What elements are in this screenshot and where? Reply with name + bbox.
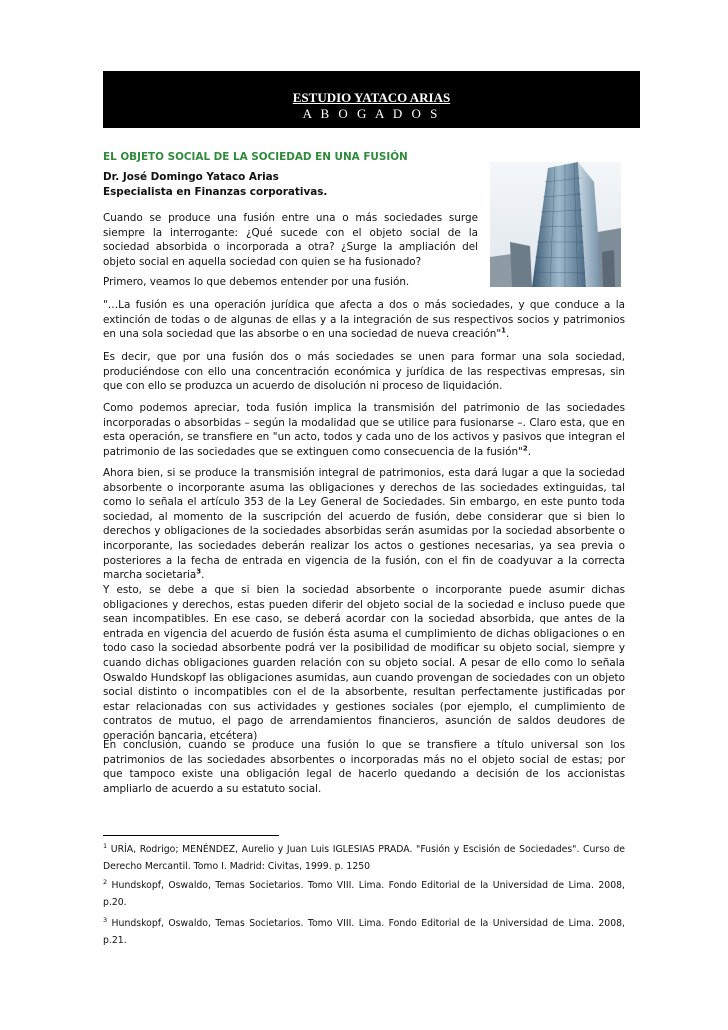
paragraph-4: Es decir, que por una fusión dos o más sociedades se unen para formar una sola sociedad, produciéndose con ello una concentración económica y jurídica de las respectivas empresas, sin que con ello se produzca un acuerdo de disolución ni proceso de liquidación. — [103, 351, 625, 393]
footnote-2-text: Hundskopf, Oswaldo, Temas Societarios. Tomo VIII. Lima. Fondo Editorial de la Universidad de Lima. 2008, p.20. — [103, 880, 625, 908]
footnote-divider — [103, 835, 279, 836]
paragraph-2: Primero, veamos lo que debemos entender por una fusión. — [103, 276, 410, 288]
paragraph-8: En conclusión, cuando se produce una fusión lo que se transfiere a título universal son los patrimonios de las sociedades absorbentes o incorporadas más no el objeto social de estas; por que tampoco existe una obligación legal de hacerlo quedando a decisión de los accionistas ampliarlo de acuerdo a su estatuto social. — [103, 739, 625, 795]
footnote-number-1: 1 — [103, 841, 108, 850]
paragraph-3-text: "…La fusión es una operación jurídica que afecta a dos o más sociedades, y que conduce a la extinción de todas o de algunas de ellas y a la integración de sus respectivos socios y patrimonios en una sola sociedad que las absorbe o en una sociedad de nueva creación" — [103, 299, 625, 341]
author-role: Especialista en Finanzas corporativas. — [103, 185, 328, 198]
author-name: Dr. José Domingo Yataco Arias — [103, 171, 279, 183]
footnote-ref-1: 1 — [501, 326, 507, 335]
paragraph-6-text: Ahora bien, si se produce la transmisión integral de patrimonios, esta dará lugar a que la sociedad absorbente o incorporante asuma las obligaciones y derechos de las sociedades extinguidas, tal como lo señala el artículo 353 de la Ley General de Sociedades. Sin embargo, en este punto toda sociedad, al momento de la suscripción del acuerdo de fusión, debe considerar que si bien lo derechos y obligaciones de la sociedades absorbidas serán asumidas por la sociedad absorbente o incorporante, las sociedades deberán realizar los actos o gestiones necesarias, ya sea previa o posteriores a la fecha de entrada en vigencia de la fusión, con el fin de coadyuvar a la correcta marcha societaria — [103, 467, 625, 582]
footnote-2 — [103, 877, 625, 911]
paragraph-3-end: . — [506, 328, 510, 341]
paragraph-3 — [103, 298, 625, 342]
footnote-number-3: 3 — [103, 915, 108, 924]
paragraph-7: Y esto, se debe a que si bien la sociedad absorbente o incorporante puede asumir dichas obligaciones y derechos, estas pueden diferir del objeto social de la sociedad e incluso puede que sean incompatibles. En ese caso, se deberá acordar con la sociedad absorbida, que antes de la entrada en vigencia del acuerdo de fusión ésta asuma el cumplimiento de dichas obligaciones o en todo caso la sociedad absorbente podrá ver la posibilidad de modificar su objeto social, siempre y cuando dichas obligaciones guarden relación con su objeto social. A pesar de ello como lo señala Oswaldo Hundskopf las obligaciones asumidas, aun cuando provengan de sociedades con un objeto social distinto o incompatibles con el de la absorbente, resultan perfectamente justificadas por estar relacionadas con sus actividades y gestiones sociales (por ejemplo, el cumplimiento de contratos de mutuo, el pago de arrendamientos financieros, asunción de saldos deudores de operación bancaria, etcétera) — [103, 584, 625, 742]
skyscraper-photo — [490, 162, 621, 287]
footnote-1 — [103, 841, 625, 875]
footnote-number-2: 2 — [103, 877, 108, 886]
paragraph-1: Cuando se produce una fusión entre una o más sociedades surge siempre la interrogante: ¿Qué sucede con el objeto social de la sociedad absorbida o incorporada a otra? ¿Surge la ampliación del objeto social en aquella sociedad con quien se ha fusionado? — [103, 212, 478, 268]
author-block — [103, 170, 327, 199]
letterhead-banner — [103, 71, 640, 128]
footnote-3-text: Hundskopf, Oswaldo, Temas Societarios. Tomo VIII. Lima. Fondo Editorial de la Universidad de Lima. 2008, p.21. — [103, 918, 625, 946]
article-heading: EL OBJETO SOCIAL DE LA SOCIEDAD EN UNA FUSIÓN — [103, 151, 408, 163]
footnote-3 — [103, 915, 625, 949]
paragraph-6 — [103, 466, 625, 583]
firm-name: ESTUDIO YATACO ARIAS — [292, 90, 451, 105]
paragraph-5 — [103, 401, 625, 459]
footnote-ref-2: 2 — [522, 444, 528, 453]
footnote-ref-3: 3 — [196, 567, 202, 576]
paragraph-6-end: . — [201, 569, 205, 582]
paragraph-5-end: . — [527, 445, 532, 458]
paragraph-5-text: Como podemos apreciar, toda fusión implica la transmisión del patrimonio de las sociedades incorporadas o absorbidas – según la modalidad que se utilice para fusionarse –. Claro esta, que en esta operación, se transfiere en "un acto, todos y cada uno de los activos y pasivos que integran el patrimonio de las sociedades que se extinguen como consecuencia de la fusión" — [103, 402, 625, 458]
firm-subtitle: A B O G A D O S — [302, 106, 441, 121]
footnote-1-text: URÍA, Rodrigo; MENÉNDEZ, Aurelio y Juan Luis IGLESIAS PRADA. "Fusión y Escisión de Sociedades". Curso de Derecho Mercantil. Tomo I. Madrid: Civitas, 1999. p. 1250 — [103, 844, 625, 872]
